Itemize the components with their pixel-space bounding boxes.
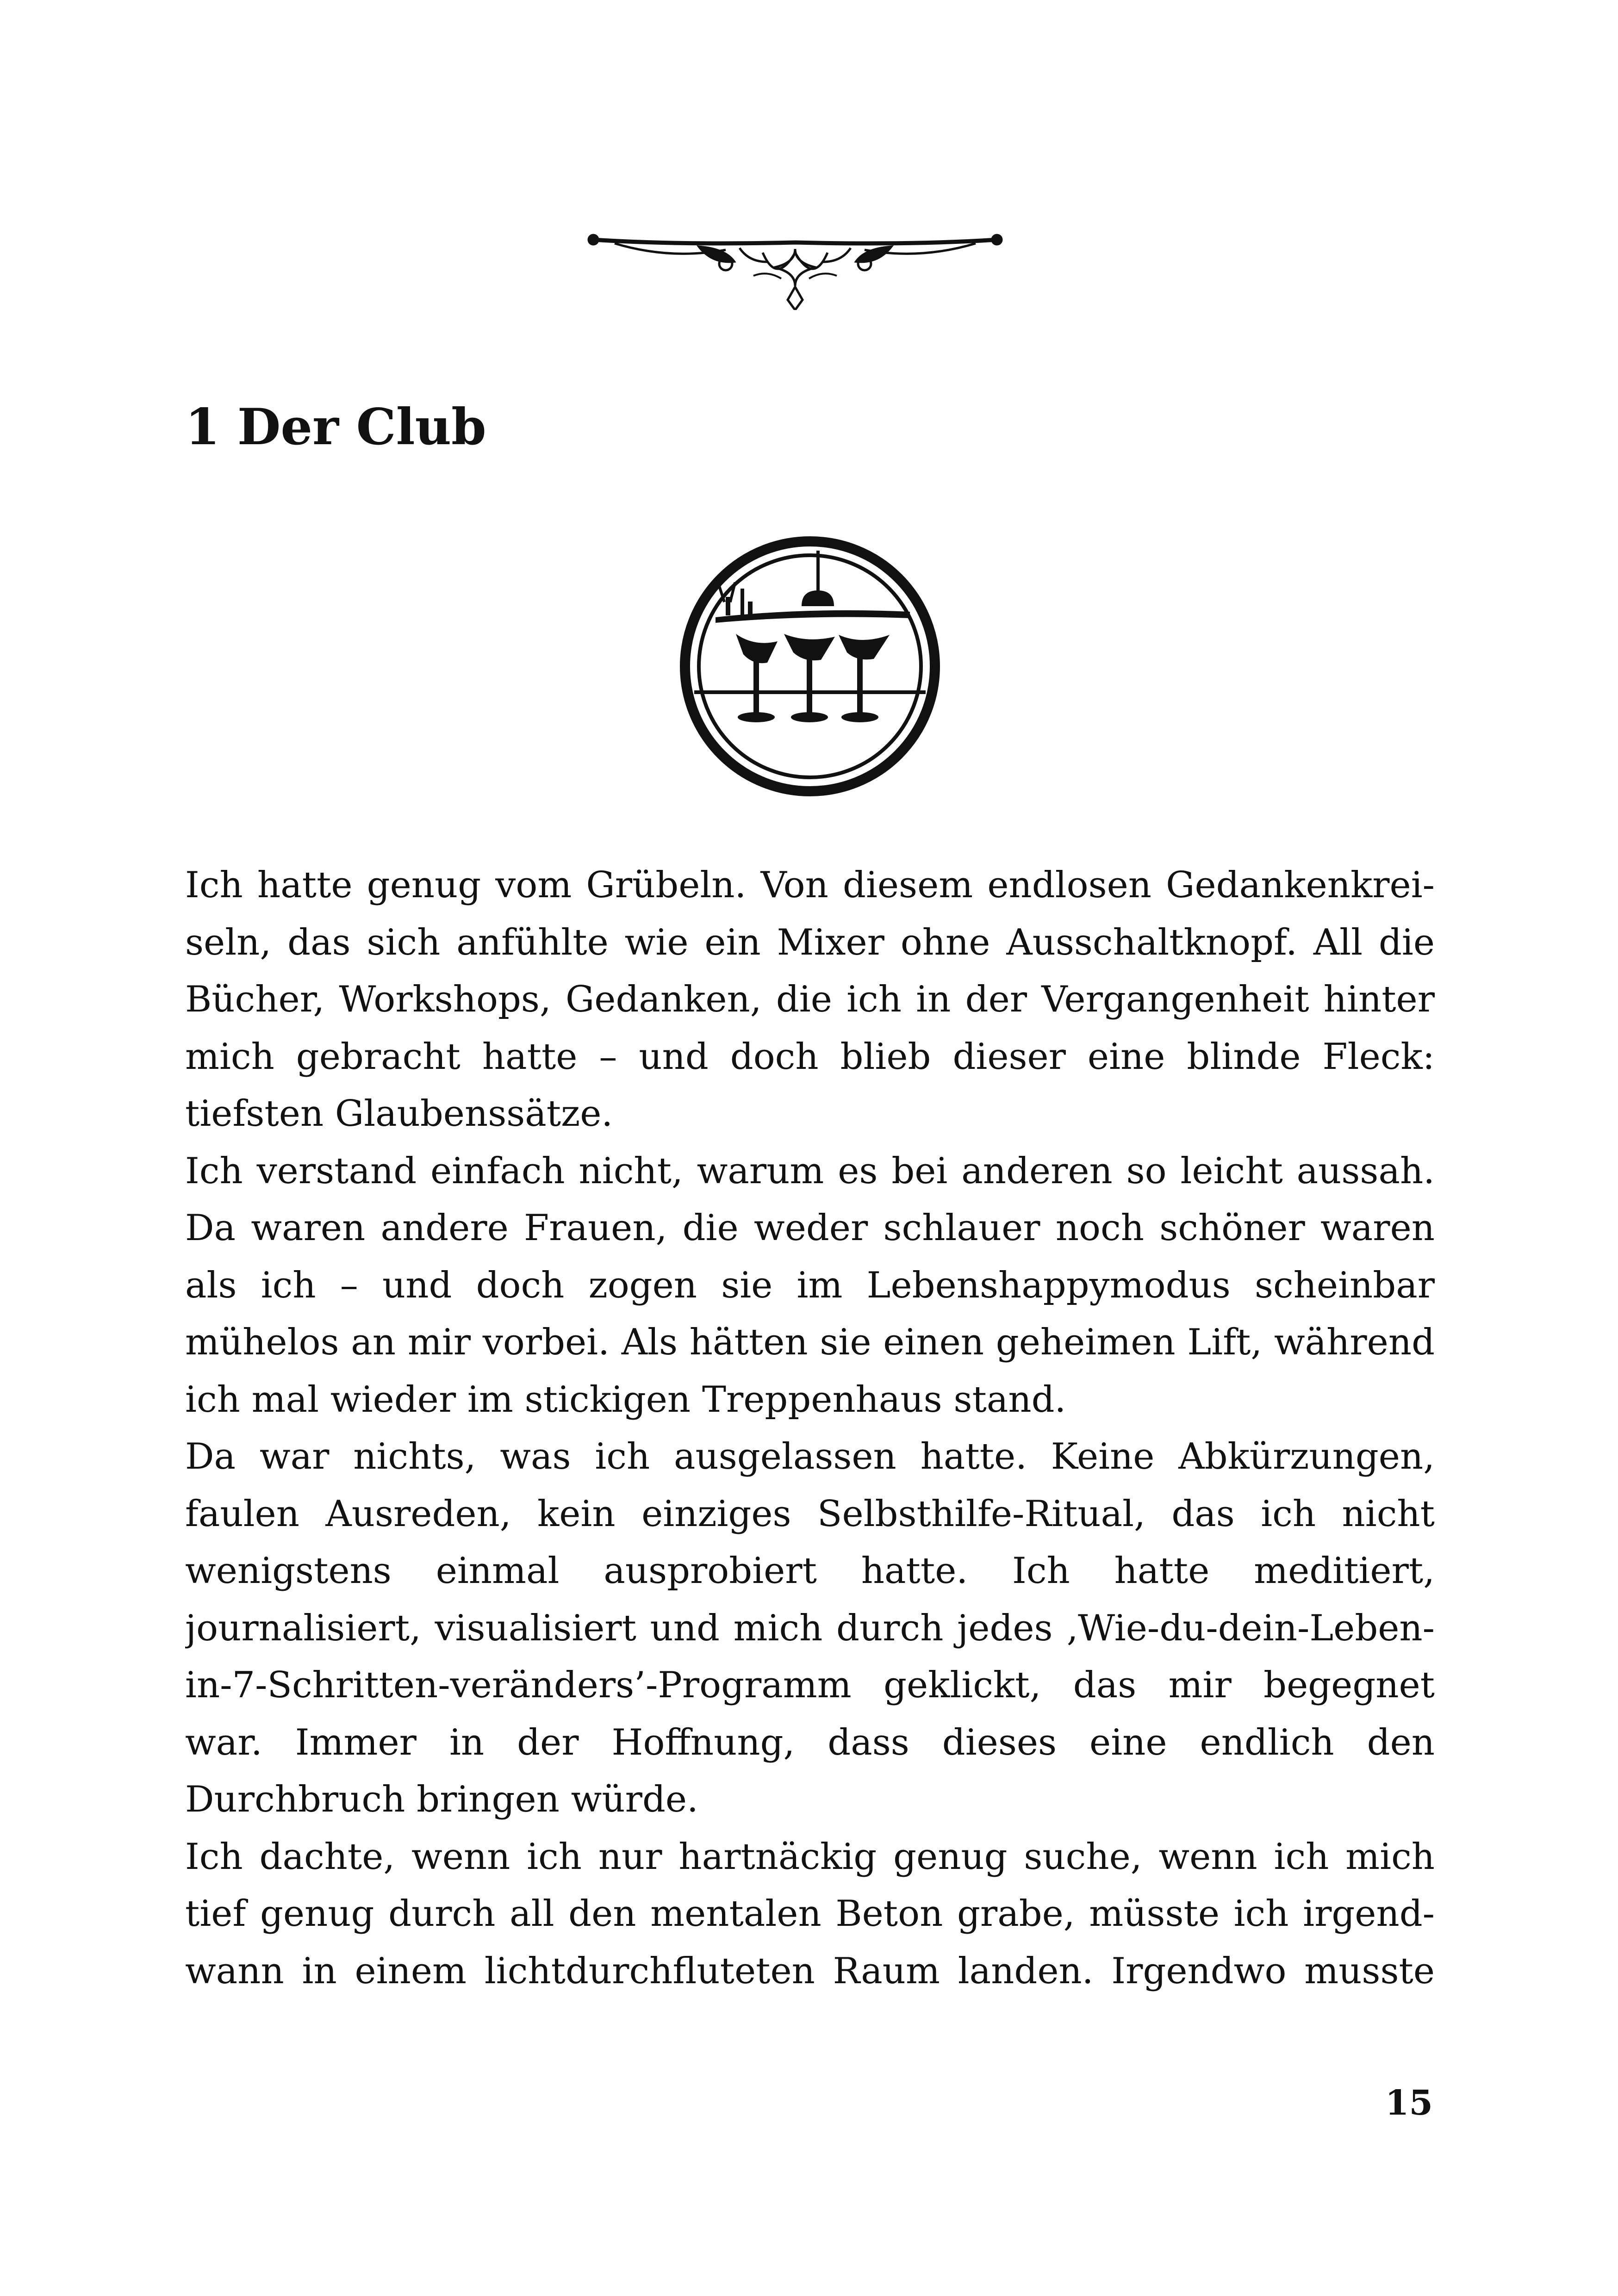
text-line: als ich – und doch zogen sie im Lebenshappymodus scheinbar (185, 1264, 1435, 1306)
text-line: war. Immer in der Hoffnung, dass dieses eine endlich den (185, 1721, 1435, 1763)
text-line: Bücher, Workshops, Gedanken, die ich in der Vergangenheit hinter (185, 979, 1435, 1020)
text-line: mich gebracht hatte – und doch blieb dieser eine blinde Fleck: (185, 1036, 1435, 1078)
text-line: Da waren andere Frauen, die weder schlauer noch schöner waren (185, 1207, 1435, 1249)
chapter-title: 1 Der Club (185, 398, 486, 456)
text-line: Ich hatte genug vom Grübeln. Von diesem endlosen Gedankenkrei- (185, 864, 1435, 906)
text-line: seln, das sich anfühlte wie ein Mixer ohne Ausschaltknopf. All die (185, 921, 1435, 963)
text-line: faulen Ausreden, kein einziges Selbsthilfe-Ritual, das ich nicht (185, 1493, 1435, 1535)
text-line: journalisiert, visualisiert und mich durch jedes ‚Wie-du-dein-Leben- (185, 1607, 1435, 1649)
body-text (185, 857, 1435, 2000)
text-line: mühelos an mir vorbei. Als hätten sie einen geheimen Lift, während (185, 1322, 1435, 1363)
text-line: ich mal wieder im stickigen Treppenhaus stand. (185, 1378, 1066, 1421)
text-line: tief genug durch all den mentalen Beton grabe, müsste ich irgend- (185, 1893, 1435, 1935)
text-line: Da war nichts, was ich ausgelassen hatte. Keine Abkürzungen, (185, 1436, 1435, 1477)
text-line: Durchbruch bringen würde. (185, 1779, 698, 1820)
text-line: tiefsten Glaubenssätze. (185, 1093, 613, 1135)
text-line: in-7-Schritten-veränders’-Programm geklickt, das mir begegnet (185, 1664, 1435, 1706)
text-line: Ich dachte, wenn ich nur hartnäckig genug suche, wenn ich mich (185, 1836, 1435, 1878)
text-line: wann in einem lichtdurchfluteten Raum landen. Irgendwo musste (185, 1950, 1435, 1992)
bar-stools-icon (676, 532, 944, 800)
page-number: 15 (1385, 2083, 1433, 2123)
floral-divider-icon (587, 217, 1003, 310)
text-line: wenigstens einmal ausprobiert hatte. Ich hatte meditiert, (185, 1550, 1435, 1592)
text-line: Ich verstand einfach nicht, warum es bei anderen so leicht aussah. (185, 1150, 1435, 1192)
